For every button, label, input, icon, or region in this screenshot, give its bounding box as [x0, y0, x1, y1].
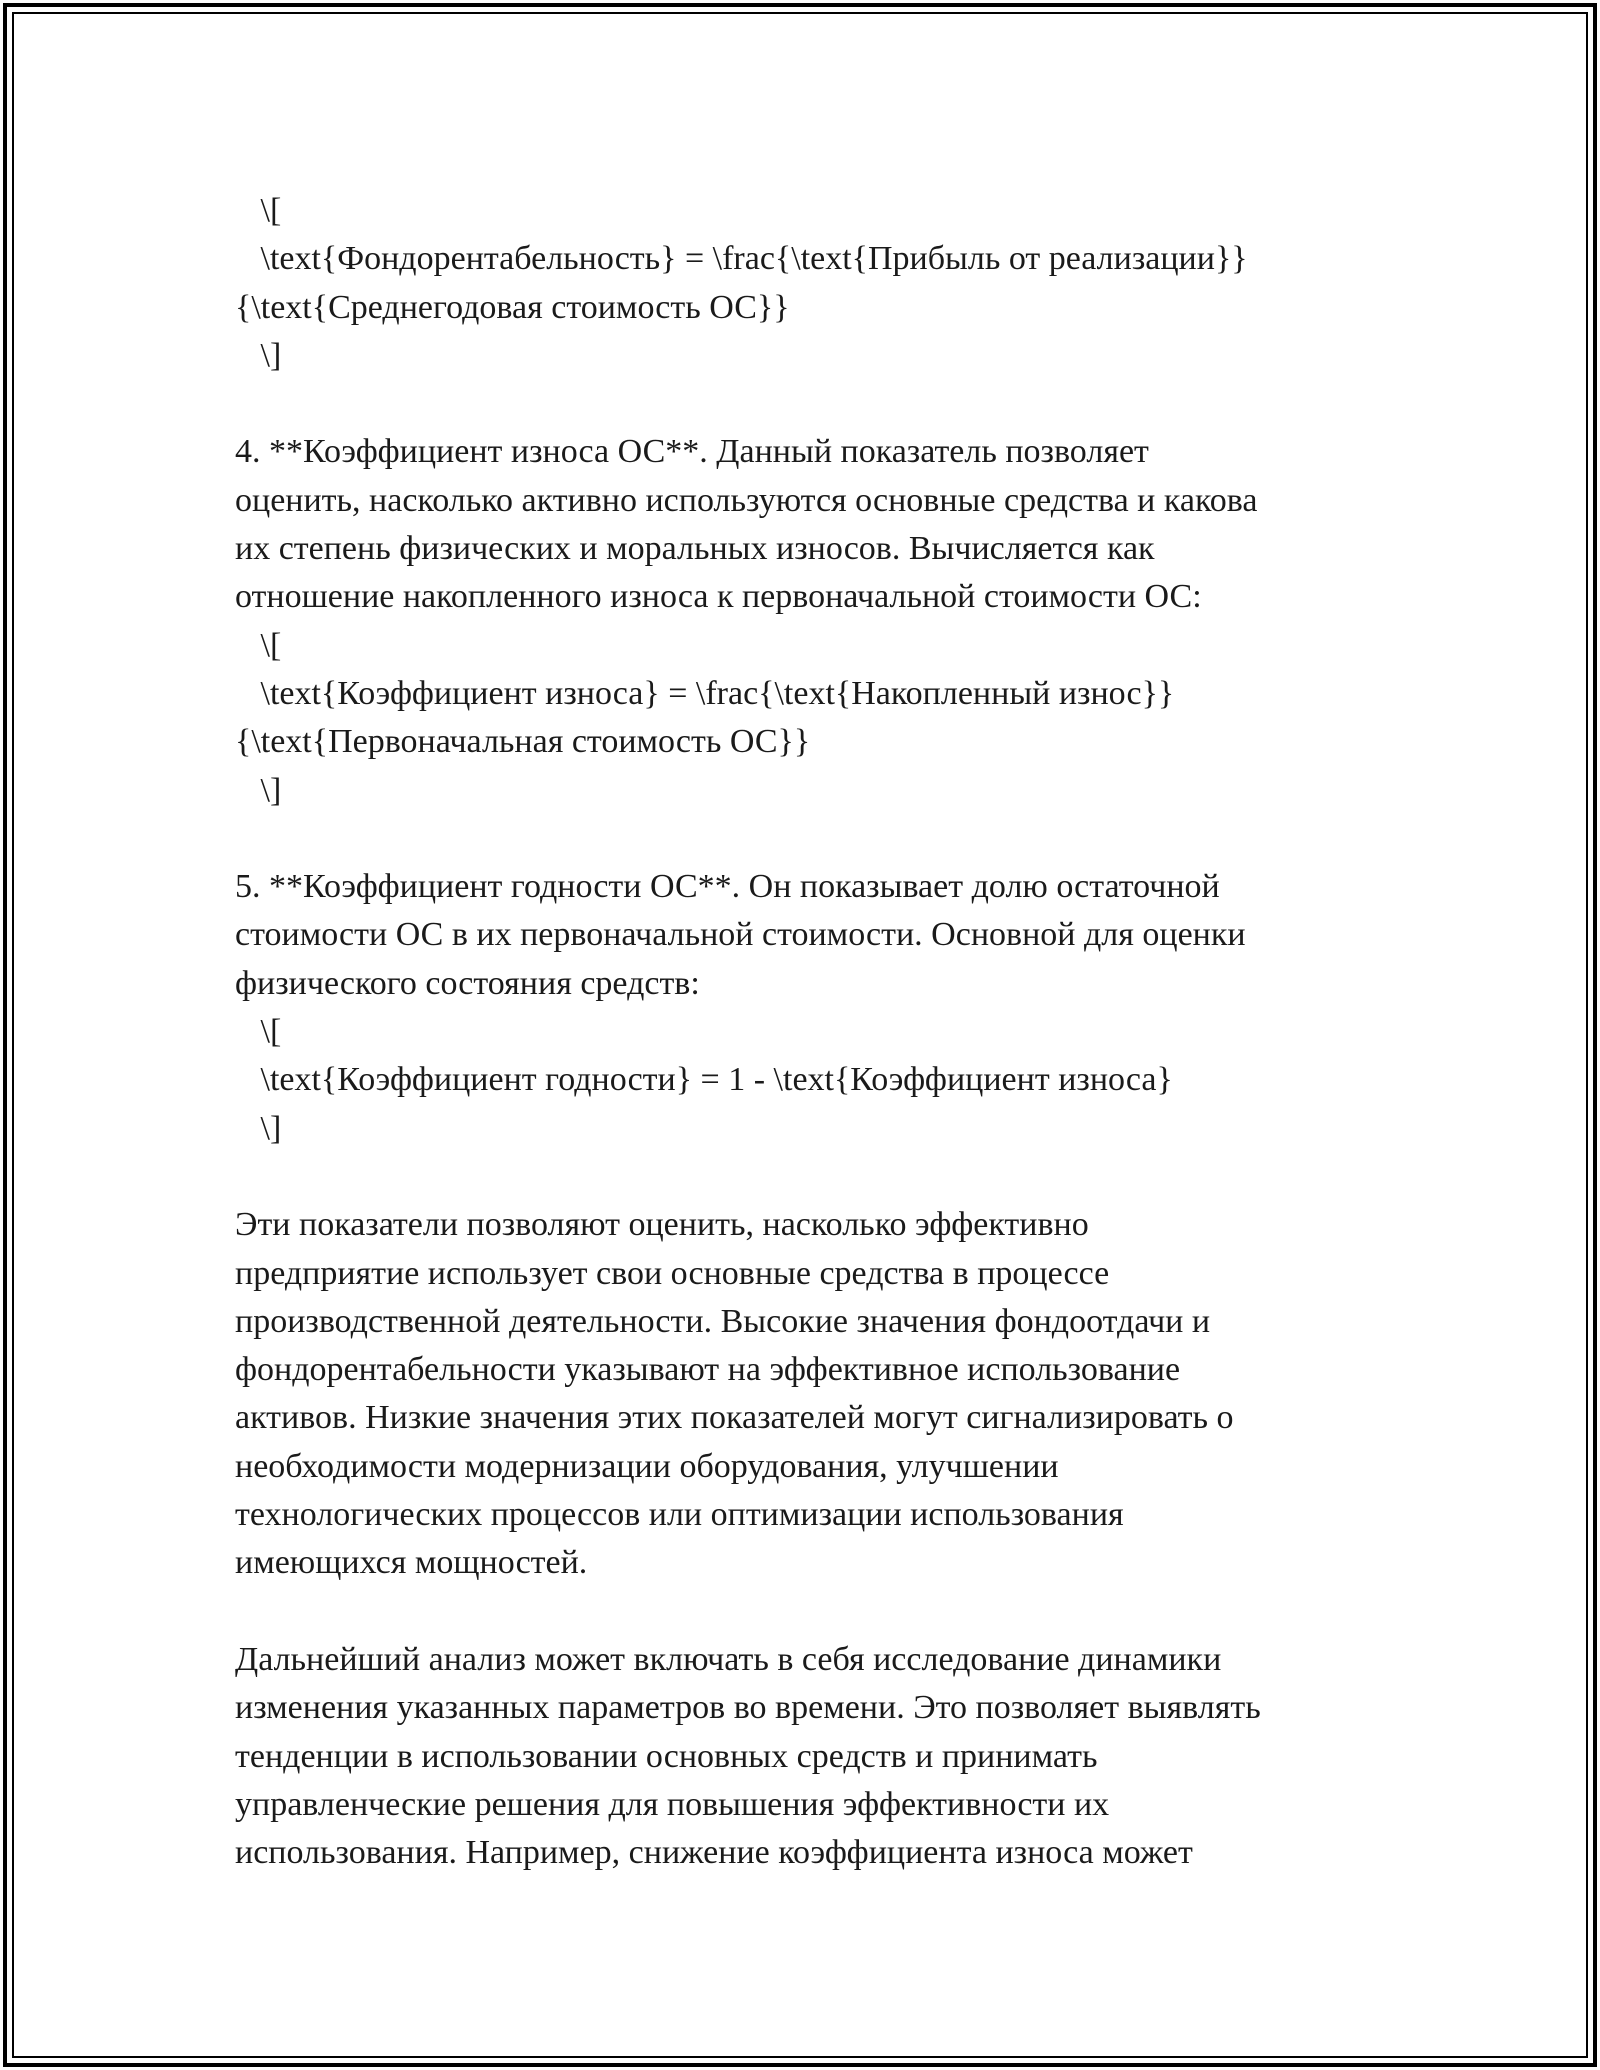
text-line: \[ [235, 192, 282, 229]
text-line: \[ [235, 626, 282, 664]
paragraph-spacer [235, 1588, 1365, 1636]
text-line: \text{Коэффициент годности} = 1 - \text{Коэффициент износа} [235, 1061, 1173, 1099]
text-line: Дальнейший анализ может включать в себя исследование динамики [235, 1640, 1222, 1678]
text-line: производственной деятельности. Высокие значения фондоотдачи и [235, 1302, 1211, 1340]
text-line: предприятие использует свои основные средства в процессе [235, 1254, 1110, 1292]
text-line: их степень физических и моральных износов. Вычисляется как [235, 530, 1155, 568]
text-line: физического состояния средств: [235, 964, 700, 1002]
text-line: \] [235, 1109, 282, 1147]
text-line: активов. Низкие значения этих показателей могут сигнализировать о [235, 1399, 1234, 1437]
text-line: Эти показатели позволяют оценить, насколько эффективно [235, 1206, 1089, 1244]
text-line: оценить, насколько активно используются основные средства и какова [235, 481, 1258, 519]
paragraph-spacer [235, 1153, 1365, 1201]
text-line: стоимости ОС в их первоначальной стоимости. Основной для оценки [235, 916, 1246, 954]
text-line: управленческие решения для повышения эффективности их [235, 1785, 1110, 1823]
paragraph-further-analysis [235, 1636, 1365, 1877]
text-line: {\text{Среднегодовая стоимость ОС}} [235, 288, 790, 326]
text-line: 5. **Коэффициент годности ОС**. Он показывает долю остаточной [235, 868, 1220, 906]
formula-block-fondorentabelnost [235, 187, 1365, 380]
text-line: имеющихся мощностей. [235, 1544, 588, 1582]
text-line: {\text{Первоначальная стоимость ОС}} [235, 723, 811, 761]
text-line: 4. **Коэффициент износа ОС**. Данный показатель позволяет [235, 433, 1149, 471]
text-line: тенденции в использовании основных средств и принимать [235, 1737, 1098, 1775]
text-line: \text{Коэффициент износа} = \frac{\text{Накопленный износ}} [235, 674, 1175, 712]
list-item-koef-godnosti [235, 863, 1365, 1153]
document-body [235, 187, 1365, 1877]
text-line: использования. Например, снижение коэффициента износа может [235, 1834, 1193, 1872]
text-line: \] [235, 771, 282, 809]
text-line: \text{Фондорентабельность} = \frac{\text{Прибыль от реализации}} [235, 240, 1248, 278]
text-line: \[ [235, 1013, 282, 1051]
list-item-koef-iznosa [235, 428, 1365, 814]
text-line: фондорентабельности указывают на эффективное использование [235, 1351, 1181, 1389]
text-line: \] [235, 336, 282, 374]
text-line: изменения указанных параметров во времени. Это позволяет выявлять [235, 1689, 1261, 1727]
text-line: технологических процессов или оптимизации использования [235, 1496, 1124, 1534]
text-line: необходимости модернизации оборудования, улучшении [235, 1447, 1059, 1485]
paragraph-spacer [235, 380, 1365, 428]
paragraph-summary [235, 1201, 1365, 1587]
text-line: отношение накопленного износа к первоначальной стоимости ОС: [235, 578, 1202, 616]
paragraph-spacer [235, 815, 1365, 863]
